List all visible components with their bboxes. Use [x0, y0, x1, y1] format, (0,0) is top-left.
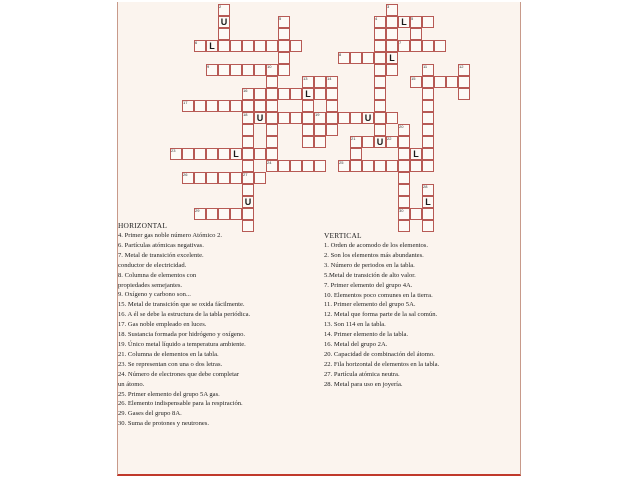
crossword-cell[interactable]	[374, 64, 386, 76]
clue-line: propiedades semejantes.	[118, 281, 183, 289]
clue-line: 7. Primer elemento del grupo 4A.	[324, 281, 413, 289]
crossword-cell[interactable]	[266, 124, 278, 136]
crossword-cell[interactable]	[410, 16, 422, 28]
crossword-cell-letter[interactable]: L	[398, 16, 410, 28]
crossword-cell[interactable]	[422, 100, 434, 112]
clue-line: 4. Primer gas noble número Atómico 2.	[118, 232, 223, 239]
clue-number: 30	[399, 208, 404, 213]
clue-number: 24	[267, 160, 272, 165]
crossword-cell[interactable]	[326, 88, 338, 100]
clue-number: 16	[243, 88, 248, 93]
clue-line: 14. Primer elemento de la tabla.	[324, 331, 409, 339]
clue-number: 19	[315, 112, 320, 117]
crossword-cell[interactable]	[230, 64, 242, 76]
crossword-cell[interactable]	[254, 40, 266, 52]
crossword-cell[interactable]	[242, 100, 254, 112]
crossword-cell[interactable]	[374, 52, 386, 64]
clue-line: conductor de electricidad.	[118, 261, 187, 269]
clue-number: 3	[387, 4, 390, 9]
crossword-cell[interactable]	[242, 160, 254, 172]
crossword-cell[interactable]	[218, 64, 230, 76]
crossword-cell[interactable]	[278, 64, 290, 76]
clue-number: 4	[375, 16, 378, 21]
crossword-cell[interactable]	[338, 160, 350, 172]
crossword-cell[interactable]	[338, 52, 350, 64]
crossword-cell[interactable]	[254, 172, 266, 184]
crossword-cell[interactable]	[338, 112, 350, 124]
crossword-cell[interactable]	[230, 208, 242, 220]
clue-number: 8	[339, 52, 342, 57]
crossword-cell[interactable]	[218, 100, 230, 112]
crossword-cell[interactable]	[422, 208, 434, 220]
crossword-cell[interactable]	[446, 76, 458, 88]
crossword-cell[interactable]	[194, 148, 206, 160]
clue-number: 21	[351, 136, 356, 141]
crossword-cell[interactable]	[242, 208, 254, 220]
clue-line: 22. Fila horizontal de elementos en la tabla.	[324, 360, 440, 368]
crossword-cell[interactable]	[398, 196, 410, 208]
clue-number: 5	[411, 16, 414, 21]
clue-number: 25	[339, 160, 344, 165]
crossword-cell[interactable]	[362, 52, 374, 64]
crossword-cell[interactable]	[386, 16, 398, 28]
crossword-cell-letter[interactable]: L	[230, 148, 242, 160]
crossword-cell[interactable]	[206, 64, 218, 76]
crossword-cell[interactable]	[290, 112, 302, 124]
crossword-cell[interactable]	[362, 160, 374, 172]
crossword-cell[interactable]	[422, 16, 434, 28]
crossword-cell[interactable]	[266, 148, 278, 160]
crossword-cell[interactable]	[242, 124, 254, 136]
crossword-cell[interactable]	[302, 100, 314, 112]
crossword-cell[interactable]	[350, 136, 362, 148]
crossword-cell[interactable]	[314, 76, 326, 88]
crossword-cell-letter[interactable]: U	[242, 196, 254, 208]
crossword-cell-letter[interactable]: U	[374, 136, 386, 148]
crossword-cell[interactable]	[386, 4, 398, 16]
crossword-cell[interactable]	[374, 112, 386, 124]
crossword-cell[interactable]	[182, 172, 194, 184]
crossword-cell[interactable]	[206, 148, 218, 160]
crossword-cell-letter[interactable]: U	[362, 112, 374, 124]
clue-number: 11	[423, 64, 428, 69]
crossword-cell[interactable]	[410, 28, 422, 40]
crossword-cell[interactable]	[266, 100, 278, 112]
clue-line: 1. Orden de acomodo de los elementos.	[324, 242, 429, 249]
crossword-cell[interactable]	[374, 76, 386, 88]
clue-line: un átomo.	[118, 380, 145, 388]
crossword-cell[interactable]	[458, 76, 470, 88]
crossword-cell-letter[interactable]: U	[218, 16, 230, 28]
crossword-cell[interactable]	[386, 28, 398, 40]
crossword-cell[interactable]	[398, 160, 410, 172]
crossword-cell[interactable]	[458, 64, 470, 76]
clue-line: 7. Metal de transición excelente.	[118, 251, 204, 259]
crossword-cell[interactable]	[398, 208, 410, 220]
crossword-cell[interactable]	[434, 76, 446, 88]
clue-line: 29. Gases del grupo 8A.	[118, 410, 182, 418]
crossword-cell[interactable]	[410, 76, 422, 88]
clue-line: 19. Único metal líquido a temperatura ambiente.	[118, 340, 246, 348]
clue-line: 21. Columna de elementos en la tabla.	[118, 350, 219, 358]
crossword-cell[interactable]	[314, 136, 326, 148]
crossword-cell[interactable]	[266, 40, 278, 52]
crossword-cell[interactable]	[374, 16, 386, 28]
clue-number: 20	[399, 124, 404, 129]
clue-line: 16. A él se debe la estructura de la tabla periódica.	[118, 311, 251, 319]
crossword-cell[interactable]	[182, 148, 194, 160]
horizontal-clue-list	[118, 231, 318, 429]
crossword-cell[interactable]	[422, 184, 434, 196]
crossword-cell[interactable]	[266, 76, 278, 88]
crossword-cell[interactable]	[302, 112, 314, 124]
clue-line: 25. Primer elemento del grupo 5A gas.	[118, 390, 220, 398]
crossword-cell[interactable]	[266, 136, 278, 148]
crossword-cell[interactable]	[242, 40, 254, 52]
clue-line: 18. Sustancia formada por hidrógeno y oxígeno.	[118, 331, 246, 339]
crossword-cell[interactable]	[398, 148, 410, 160]
crossword-cell[interactable]	[266, 160, 278, 172]
clue-line: 15. Metal de transición que se oxida fácilmente.	[118, 301, 245, 309]
crossword-cell[interactable]	[254, 64, 266, 76]
crossword-cell[interactable]	[422, 136, 434, 148]
crossword-cell[interactable]	[242, 64, 254, 76]
crossword-grid	[0, 0, 638, 230]
crossword-cell[interactable]	[290, 88, 302, 100]
crossword-cell[interactable]	[398, 172, 410, 184]
clue-number: 7	[399, 40, 402, 45]
crossword-cell[interactable]	[194, 100, 206, 112]
crossword-cell[interactable]	[218, 172, 230, 184]
clue-line: 11. Primer elemento del grupo 5A.	[324, 301, 416, 309]
clue-line: 27. Partícula atómica neutra.	[324, 370, 400, 378]
clue-number: 22	[387, 136, 392, 141]
crossword-cell[interactable]	[218, 148, 230, 160]
crossword-cell[interactable]	[266, 64, 278, 76]
crossword-cell[interactable]	[314, 88, 326, 100]
crossword-cell[interactable]	[242, 136, 254, 148]
crossword-cell[interactable]	[386, 40, 398, 52]
crossword-cell[interactable]	[314, 112, 326, 124]
crossword-cell[interactable]	[170, 148, 182, 160]
crossword-cell[interactable]	[422, 112, 434, 124]
clue-number: 27	[243, 172, 248, 177]
crossword-cell[interactable]	[398, 124, 410, 136]
crossword-cell[interactable]	[314, 124, 326, 136]
clue-line: 13. Son 114 en la tabla.	[324, 321, 386, 329]
crossword-cell[interactable]	[350, 52, 362, 64]
crossword-cell[interactable]	[410, 160, 422, 172]
crossword-cell[interactable]	[458, 88, 470, 100]
clue-line: 2. Son los elementos más abundantes.	[324, 251, 424, 259]
clue-line: 17. Gas noble empleado en luces.	[118, 321, 207, 329]
crossword-cell[interactable]	[302, 136, 314, 148]
clue-line: 3. Número de periodos en la tabla.	[324, 261, 415, 269]
crossword-cell[interactable]	[290, 160, 302, 172]
clue-line: 10. Elementos poco comunes en la tierra.	[324, 291, 433, 299]
clue-number: 2	[219, 4, 222, 9]
crossword-cell[interactable]	[326, 76, 338, 88]
crossword-cell[interactable]	[266, 112, 278, 124]
crossword-cell[interactable]	[290, 40, 302, 52]
crossword-cell-letter[interactable]: L	[302, 88, 314, 100]
crossword-cell[interactable]	[230, 40, 242, 52]
crossword-cell[interactable]	[266, 88, 278, 100]
crossword-cell[interactable]	[218, 4, 230, 16]
vertical-title: VERTICAL	[324, 231, 362, 240]
crossword-cell[interactable]	[326, 100, 338, 112]
crossword-cell[interactable]	[398, 40, 410, 52]
crossword-cell[interactable]	[374, 100, 386, 112]
crossword-cell[interactable]	[362, 136, 374, 148]
clue-number: 5	[279, 16, 282, 21]
crossword-cell[interactable]	[374, 28, 386, 40]
clue-number: 18	[243, 112, 248, 117]
clue-line: 24. Número de electrones que debe completar	[118, 370, 240, 378]
clue-line: 30. Suma de protones y neutrones.	[118, 420, 210, 428]
crossword-cell[interactable]	[194, 172, 206, 184]
crossword-cell-letter[interactable]: L	[206, 40, 218, 52]
crossword-cell[interactable]	[278, 112, 290, 124]
clue-number: 23	[171, 148, 176, 153]
vertical-clues	[324, 231, 514, 390]
crossword-cell[interactable]	[206, 172, 218, 184]
clue-line: 26. Elemento indispensable para la respiración.	[118, 400, 243, 408]
clue-line: 28. Metal para uso en joyería.	[324, 380, 403, 388]
crossword-cell-letter[interactable]: L	[386, 52, 398, 64]
crossword-cell[interactable]	[242, 112, 254, 124]
clue-number: 15	[411, 76, 416, 81]
clue-line: 8. Columna de elementos con	[118, 271, 197, 279]
crossword-cell[interactable]	[194, 208, 206, 220]
clue-line: 16. Metal del grupo 2A.	[324, 341, 388, 349]
crossword-cell[interactable]	[434, 40, 446, 52]
crossword-cell[interactable]	[374, 88, 386, 100]
horizontal-title: HORIZONTAL	[118, 221, 168, 230]
crossword-cell[interactable]	[254, 100, 266, 112]
crossword-cell[interactable]	[254, 88, 266, 100]
crossword-cell[interactable]	[302, 160, 314, 172]
clue-line: 20. Capacidad de combinación del átomo.	[324, 350, 435, 358]
clue-number: 10	[267, 64, 272, 69]
crossword-cell[interactable]	[422, 148, 434, 160]
crossword-cell[interactable]	[242, 148, 254, 160]
crossword-cell[interactable]	[242, 172, 254, 184]
crossword-cell[interactable]	[218, 28, 230, 40]
vertical-clue-list	[324, 241, 514, 390]
crossword-cell[interactable]	[350, 160, 362, 172]
crossword-cell[interactable]	[374, 40, 386, 52]
clue-line: 12. Metal que forma parte de la sal común.	[324, 311, 438, 319]
crossword-cell[interactable]	[422, 40, 434, 52]
crossword-cell[interactable]	[386, 112, 398, 124]
clue-line: 9. Oxígeno y carbono son...	[118, 291, 191, 299]
crossword-cell-letter[interactable]: U	[254, 112, 266, 124]
clue-line: 23. Se representan con una o dos letras.	[118, 360, 223, 368]
crossword-cell[interactable]	[422, 76, 434, 88]
crossword-cell-letter[interactable]: L	[422, 196, 434, 208]
crossword-cell[interactable]	[374, 124, 386, 136]
crossword-cell[interactable]	[206, 100, 218, 112]
crossword-cell[interactable]	[278, 88, 290, 100]
crossword-cell[interactable]	[302, 76, 314, 88]
crossword-cell[interactable]	[386, 136, 398, 148]
crossword-cell[interactable]	[254, 148, 266, 160]
crossword-cell[interactable]	[350, 112, 362, 124]
crossword-cell[interactable]	[278, 40, 290, 52]
crossword-cell[interactable]	[374, 160, 386, 172]
crossword-cell[interactable]	[326, 124, 338, 136]
crossword-cell[interactable]	[398, 184, 410, 196]
clue-line: 5.Metal de transición de alto valor.	[324, 271, 416, 279]
crossword-cell[interactable]	[326, 112, 338, 124]
crossword-cell[interactable]	[230, 100, 242, 112]
crossword-cell[interactable]	[422, 88, 434, 100]
crossword-cell[interactable]	[278, 28, 290, 40]
crossword-cell[interactable]	[278, 16, 290, 28]
crossword-cell[interactable]	[278, 52, 290, 64]
crossword-cell[interactable]	[398, 136, 410, 148]
clue-number: 29	[195, 208, 200, 213]
crossword-cell[interactable]	[410, 40, 422, 52]
crossword-cell[interactable]	[422, 64, 434, 76]
crossword-cell[interactable]	[350, 148, 362, 160]
crossword-cell[interactable]	[302, 124, 314, 136]
crossword-cell[interactable]	[422, 124, 434, 136]
crossword-cell[interactable]	[194, 40, 206, 52]
clue-line: 6. Partículas atómicas negativas.	[118, 241, 204, 249]
clue-number: 6	[195, 40, 198, 45]
clue-number: 28	[423, 184, 428, 189]
crossword-cell-letter[interactable]: L	[410, 148, 422, 160]
crossword-cell[interactable]	[386, 160, 398, 172]
clue-number: 17	[183, 100, 188, 105]
clue-number: 12	[459, 64, 464, 69]
crossword-cell[interactable]	[314, 160, 326, 172]
horizontal-clues	[118, 221, 318, 429]
clue-number: 14	[327, 76, 332, 81]
crossword-cell[interactable]	[422, 160, 434, 172]
clue-number: 26	[183, 172, 188, 177]
crossword-cell[interactable]	[278, 160, 290, 172]
crossword-cell[interactable]	[230, 172, 242, 184]
crossword-cell[interactable]	[206, 208, 218, 220]
clue-number: 9	[207, 64, 210, 69]
crossword-cell[interactable]	[242, 88, 254, 100]
crossword-cell[interactable]	[218, 40, 230, 52]
crossword-cell[interactable]	[410, 208, 422, 220]
crossword-cell[interactable]	[242, 184, 254, 196]
crossword-cell[interactable]	[386, 64, 398, 76]
crossword-cell[interactable]	[182, 100, 194, 112]
crossword-cell[interactable]	[218, 208, 230, 220]
clue-number: 13	[303, 76, 308, 81]
